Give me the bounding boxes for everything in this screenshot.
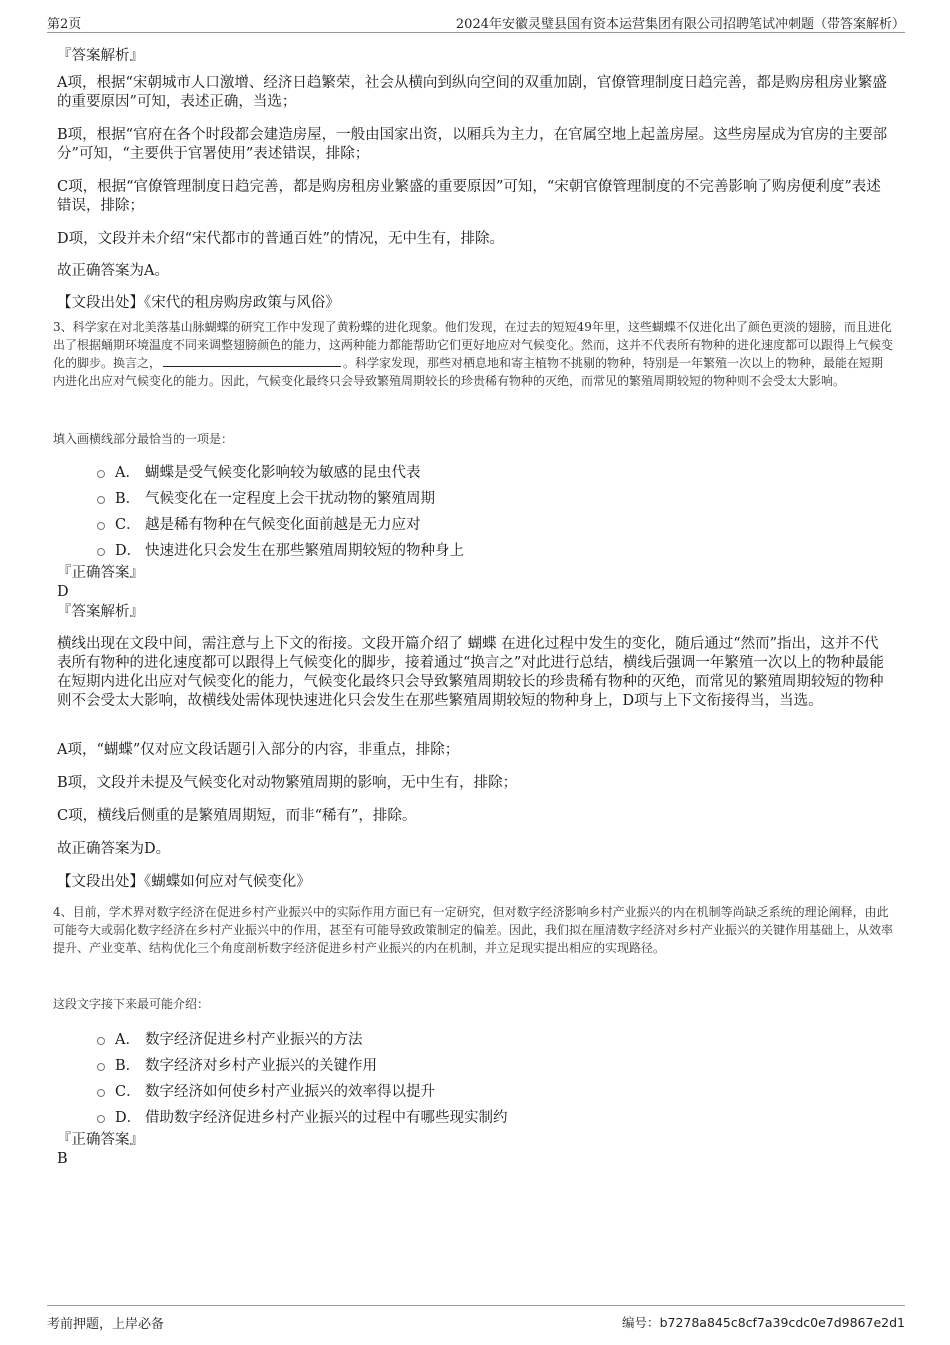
option-letter: C． [115,1084,141,1100]
q2-analysis-c: C项，根据“官僚管理制度日趋完善，都是购房租房业繁盛的重要原因”可知，“宋朝官僚管理制度的不完善影响了购房便利度”表述错误，排除； [57,179,881,214]
q4-option-d[interactable] [57,1105,893,1131]
document-title: 2024年安徽灵璧县国有资本运营集团有限公司招聘笔试冲刺题（带答案解析） [455,17,905,32]
code-value: b7278a845c8cf7a39cdc0e7d9867e2d1 [659,1315,905,1330]
option-letter: A． [115,465,140,481]
q3-prompt: 填入画横线部分最恰当的一项是： [53,432,234,446]
q3-passage-after: 。科学家发现，那些对栖息地和寄主植物不挑剔的物种，特别是一年繁殖一次以上的物种，最能在短期内进化出应对气候变化的能力。因此，气候变化最终只会导致繁殖周期较长的珍贵稀有物种的灭绝，而常见的繁殖周期较短的物种则不会受太大影响。 [53,356,884,388]
option-text: 借助数字经济促进乡村产业振兴的过程中有哪些现实制约 [145,1110,508,1126]
radio-button[interactable] [97,548,105,556]
q3-option-c[interactable] [57,512,893,538]
q2-source: 【文段出处】《宋代的租房购房政策与风俗》 [57,295,340,311]
option-text: 蝴蝶是受气候变化影响较为敏感的昆虫代表 [145,465,421,481]
radio-button[interactable] [97,496,105,504]
radio-button[interactable] [97,1089,105,1097]
option-text: 气候变化在一定程度上会干扰动物的繁殖周期 [145,491,435,507]
radio-button[interactable] [97,470,105,478]
q4-passage: 4、目前，学术界对数字经济在促进乡村产业振兴中的实际作用方面已有一定研究，但对数字经济影响乡村产业振兴的内在机制等尚缺乏系统的理论阐释，由此可能夸大或弱化数字经济在乡村产业振兴中的作用，甚至有可能导致政策制定的偏差。因此，我们拟在厘清数字经济对乡村产业振兴的关键作用基础上，从效率提升、产业变革、结构优化三个角度剖析数字经济促进乡村产业振兴的内在机制，并立足现实提出相应的实现路径。 [53,905,894,955]
fill-blank [163,354,341,367]
radio-button[interactable] [97,522,105,530]
q3-conclusion: 故正确答案为D。 [57,841,171,857]
q4-answer-label: 『正确答案』 [57,1132,144,1148]
q3-analysis-b: B项，文段并未提及气候变化对动物繁殖周期的影响，无中生有，排除； [57,775,518,791]
page-number: 第2页 [47,17,82,32]
q3-analysis-label: 『答案解析』 [57,604,144,620]
q3-analysis-a: A项，“蝴蝶”仅对应文段话题引入部分的内容，非重点，排除； [57,742,460,758]
q2-analysis-b: B项，根据“官府在各个时段都会建造房屋，一般由国家出资，以厢兵为主力，在官属空地上起盖房屋。这些房屋成为官房的主要部分”可知，“主要供于官署使用”表述错误，排除； [57,127,888,162]
q3-options [57,460,893,564]
q4-option-b[interactable] [57,1053,893,1079]
radio-button[interactable] [97,1063,105,1071]
radio-button[interactable] [97,1115,105,1123]
q3-passage-before: 3、科学家在对北美落基山脉蝴蝶的研究工作中发现了黄粉蝶的进化现象。他们发现，在过去的短短49年里，这些蝴蝶不仅进化出了颜色更淡的翅膀，而且进化出了根据蛹期环境温度不同来调整翅膀颜色的能力，这两种能力都能帮助它们更好地应对气候变化。然而，这并不代表所有物种的进化速度都可以跟得上气候变化的脚步。换言之， [53,320,894,370]
q4-options [57,1027,893,1131]
q3-answer-label: 『正确答案』 [57,565,144,581]
q3-passage [53,318,893,430]
radio-button[interactable] [97,1037,105,1045]
q3-option-d[interactable] [57,538,893,564]
q2-analysis-d: D项，文段并未介绍“宋代都市的普通百姓”的情况，无中生有，排除。 [57,231,504,247]
option-text: 越是稀有物种在气候变化面前越是无力应对 [145,517,421,533]
q4-answer: B [57,1151,68,1167]
option-text: 数字经济促进乡村产业振兴的方法 [145,1032,363,1048]
q3-analysis: 横线出现在文段中间，需注意与上下文的衔接。文段开篇介绍了 蝴蝶 在进化过程中发生的变化，随后通过“然而”指出，这并不代表所有物种的进化速度都可以跟得上气候变化的脚步，接着通过“换言之”对此进行总结，横线后强调一年繁殖一次以上的物种最能在短期内进化出应对气候变化的能力，气候变化最终只会导致繁殖周期较长的珍贵稀有物种的灭绝，而常见的繁殖周期较短的物种则不会受太大影响，故横线处需体现快速进化只会发生在那些繁殖周期较短的物种身上，D项与上下文衔接得当，当选。 [57,636,884,709]
q3-answer: D [57,584,69,600]
option-letter: B． [115,1058,141,1074]
q2-conclusion: 故正确答案为A。 [57,263,169,279]
document-code [622,1313,905,1331]
q3-source: 【文段出处】《蝴蝶如何应对气候变化》 [57,874,311,890]
option-letter: C． [115,517,141,533]
q4-prompt: 这段文字接下来最可能介绍： [53,997,210,1011]
q4-option-a[interactable] [57,1027,893,1053]
page-content [53,47,894,1170]
option-text: 数字经济对乡村产业振兴的关键作用 [145,1058,377,1074]
q3-analysis-c: C项，横线后侧重的是繁殖周期短，而非“稀有”，排除。 [57,808,417,824]
page-footer [47,1305,905,1332]
footer-slogan: 考前押题，上岸必备 [47,1317,165,1332]
q3-option-b[interactable] [57,486,893,512]
option-letter: B． [115,491,141,507]
page-header [47,12,905,33]
option-text: 数字经济如何使乡村产业振兴的效率得以提升 [145,1084,435,1100]
option-letter: D． [115,543,142,559]
q4-option-c[interactable] [57,1079,893,1105]
option-text: 快速进化只会发生在那些繁殖周期较短的物种身上 [145,543,464,559]
q2-analysis-a: A项，根据“宋朝城市人口激增、经济日趋繁荣，社会从横向到纵向空间的双重加剧，官僚管理制度日趋完善，都是购房租房业繁盛的重要原因”可知，表述正确，当选； [57,75,887,110]
q3-option-a[interactable] [57,460,893,486]
option-letter: D． [115,1110,142,1126]
option-letter: A． [115,1032,140,1048]
q2-analysis-label: 『答案解析』 [57,48,144,64]
code-label: 编号： [622,1315,660,1330]
